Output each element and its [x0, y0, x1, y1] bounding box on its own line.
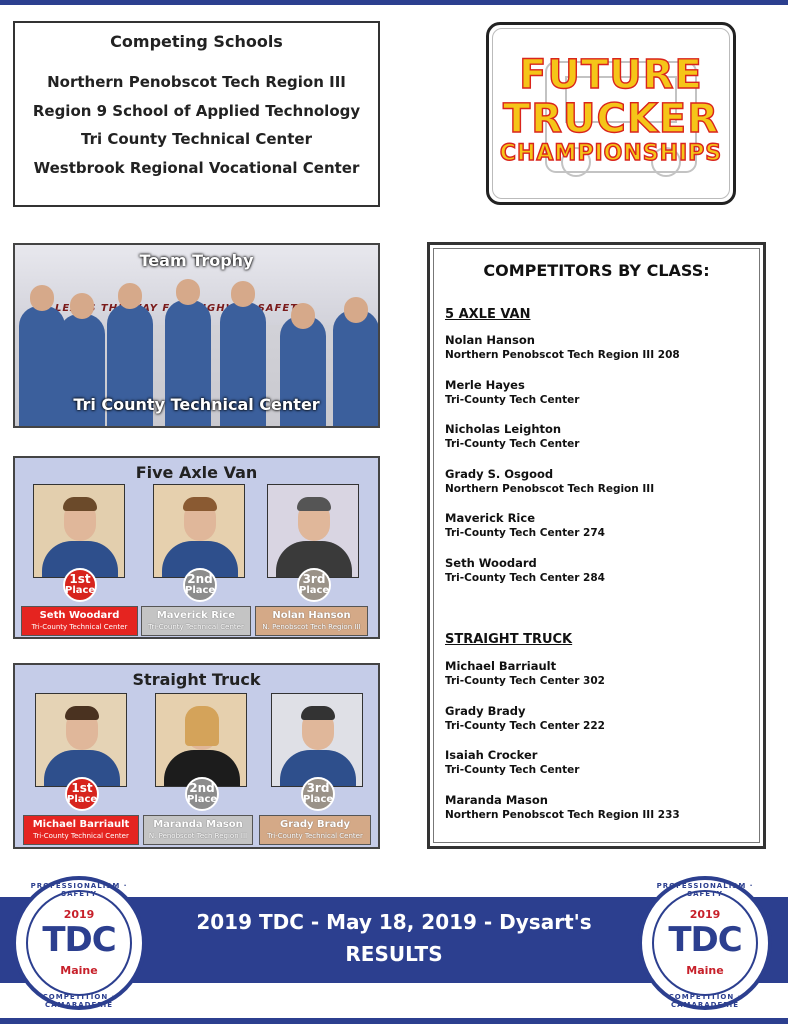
class-heading-five-axle: 5 AXLE VAN: [445, 307, 531, 322]
five-axle-van-panel: [13, 456, 380, 639]
school-item: Region 9 School of Applied Technology: [32, 101, 361, 120]
competitor-entry: Merle Hayes Tri-County Tech Center: [445, 378, 580, 406]
second-place-medal: 2nd Place: [185, 777, 219, 811]
winner-photo: [153, 484, 245, 578]
school-item: Northern Penobscot Tech Region III: [47, 73, 346, 91]
school-item: Tri County Technical Center: [81, 130, 312, 148]
winner-photo: [35, 693, 127, 787]
footer-results-line: RESULTS: [345, 942, 443, 966]
bottom-rule: [0, 1018, 788, 1024]
logo-word-future: FUTURE: [519, 52, 703, 98]
straight-truck-title: Straight Truck: [132, 670, 261, 689]
competing-schools-box: [13, 21, 380, 207]
competitor-entry: Michael Barriault Tri-County Tech Center 302: [445, 659, 605, 687]
winner-school: Tri-County Technical Center: [33, 832, 129, 840]
competitor-entry: Maverick Rice Tri-County Tech Center 274: [445, 511, 605, 539]
competitor-entry: Seth Woodard Tri-County Tech Center 284: [445, 556, 605, 584]
winner-photo: [267, 484, 359, 578]
tdc-seal-right: PROFESSIONALISM · SAFETY 2019 TDC Maine COMPETITION · CAMARADERIE: [638, 876, 772, 1010]
winner-photo: [33, 484, 125, 578]
top-rule: [0, 0, 788, 5]
competitor-entry: Isaiah Crocker Tri-County Tech Center: [445, 748, 580, 776]
winner-label: [259, 815, 371, 845]
winner-school: Tri-County Technical Center: [31, 623, 128, 631]
winner-photo: [155, 693, 247, 787]
second-place-medal: 2nd Place: [183, 568, 217, 602]
winner-school: N. Penobscot Tech Region III: [262, 623, 361, 631]
winner-label: [143, 815, 253, 845]
winner-label: [255, 606, 368, 636]
winner-name: Grady Brady: [279, 819, 351, 830]
winner-name: Maverick Rice: [156, 610, 236, 621]
photo-banner-text: HIGHWAY SAFETY: [192, 303, 307, 314]
logo-word-trucker: TRUCKER: [502, 96, 720, 142]
competitor-entry: Nolan Hanson Northern Penobscot Tech Region III 208: [445, 333, 680, 361]
third-place-medal: 3rd Place: [301, 777, 335, 811]
logo-word-championships: CHAMPIONSHIPS: [499, 141, 723, 166]
tdc-seal-left: PROFESSIONALISM · SAFETY 2019 TDC Maine COMPETITION · CAMARADERIE: [12, 876, 146, 1010]
straight-truck-panel: [13, 663, 380, 849]
competitors-title: COMPETITORS BY CLASS:: [483, 261, 710, 280]
footer-event-line: 2019 TDC - May 18, 2019 - Dysart's: [196, 910, 592, 934]
team-trophy-title: Team Trophy: [139, 251, 254, 270]
competitors-by-class-box: [427, 242, 766, 849]
competitor-entry: Grady Brady Tri-County Tech Center 222: [445, 704, 605, 732]
winner-school: N. Penobscot Tech Region III: [148, 832, 248, 840]
school-item: Westbrook Regional Vocational Center: [33, 158, 360, 177]
competitor-entry: Maranda Mason Northern Penobscot Tech Region III 233: [445, 793, 680, 821]
winner-name: Maranda Mason: [153, 819, 243, 830]
five-axle-van-title: Five Axle Van: [135, 463, 258, 482]
winner-school: Tri-County Technical Center: [148, 623, 244, 631]
competitor-entry: Nicholas Leighton Tri-County Tech Center: [445, 422, 580, 450]
team-trophy-photo: [13, 243, 380, 428]
winner-label: [141, 606, 251, 636]
winner-label: [23, 815, 139, 845]
class-heading-straight-truck: STRAIGHT TRUCK: [445, 632, 573, 647]
competing-schools-list: [15, 68, 378, 182]
first-place-medal: 1st Place: [63, 568, 97, 602]
winner-name: Seth Woodard: [39, 610, 120, 621]
third-place-medal: 3rd Place: [297, 568, 331, 602]
winner-name: Michael Barriault: [32, 819, 130, 830]
first-place-medal: 1st Place: [65, 777, 99, 811]
team-trophy-school: Tri County Technical Center: [73, 395, 320, 414]
competing-schools-title: Competing Schools: [110, 32, 283, 51]
winner-name: Nolan Hanson: [272, 610, 351, 621]
winner-label: [21, 606, 138, 636]
competitor-entry: Grady S. Osgood Northern Penobscot Tech Region III: [445, 467, 655, 495]
future-trucker-championships-logo: [486, 22, 736, 205]
winner-school: Tri-County Technical Center: [267, 832, 363, 840]
winner-photo: [271, 693, 363, 787]
